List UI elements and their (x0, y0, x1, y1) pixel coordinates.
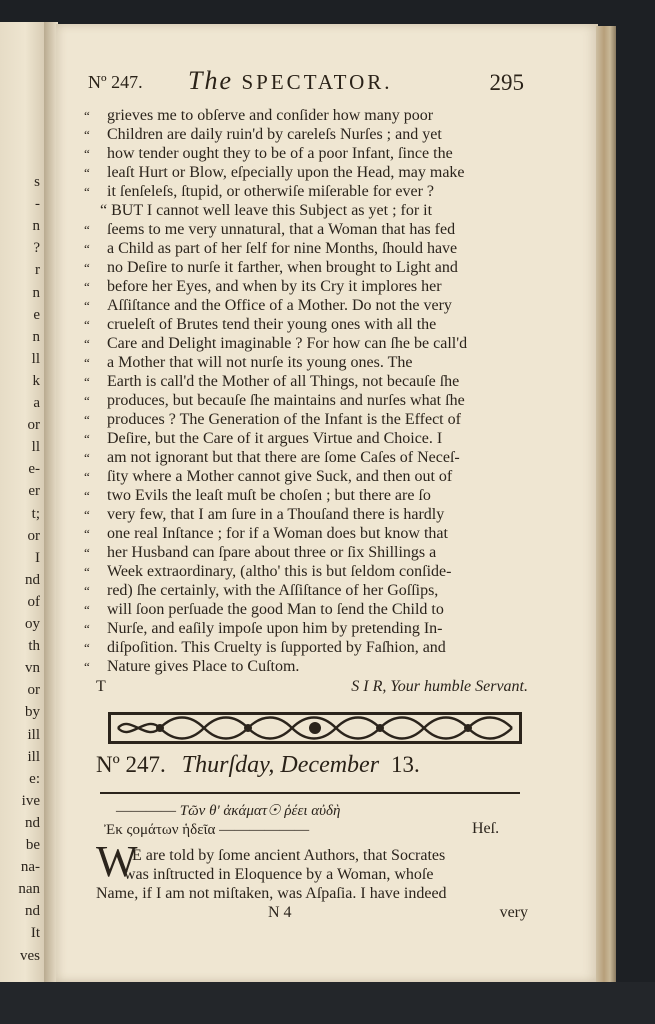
quote-mark: “ (84, 374, 90, 389)
left-page (0, 22, 46, 982)
line-text: it ſenſeleſs, ſtupid, or otherwiſe miſerable for ever ? (107, 183, 434, 200)
line-text: how tender ought they to be of a poor Infant, ſince the (107, 145, 453, 162)
line-text: no Deſire to nurſe it farther, when brought to Light and (107, 259, 458, 276)
quote-mark: “ (84, 640, 90, 655)
header-issue-number: Nº 247. (88, 72, 143, 92)
quote-mark: “ (84, 355, 90, 370)
line-text: Deſire, but the Care of it argues Virtue and Choice. I (107, 430, 443, 447)
left-page-fragment: ves (20, 947, 40, 964)
letter-body (84, 106, 528, 676)
issue-heading (96, 752, 516, 786)
left-page-fragment: ill (27, 748, 40, 765)
quote-mark: “ (84, 412, 90, 427)
text-line (84, 125, 528, 144)
article-line: E are told by ſome ancient Authors, that Socrates (132, 847, 446, 864)
book-binding (0, 982, 655, 1024)
heading-rule (100, 792, 520, 794)
left-page-fragment: oy (25, 616, 40, 632)
header-title (188, 66, 393, 96)
left-page-fragment: n (32, 218, 40, 235)
text-line (84, 410, 528, 429)
line-text: before her Eyes, and when by its Cry it implores her (107, 278, 442, 295)
line-text: produces ? The Generation of the Infant is the Effect of (107, 411, 461, 428)
quote-mark: “ (84, 108, 90, 123)
left-page-fragment: na- (20, 859, 40, 876)
left-page-fragment: ll (31, 439, 40, 456)
text-line (84, 220, 528, 239)
text-line (88, 201, 528, 220)
line-text: Care and Delight imaginable ? For how can ſhe be call'd (107, 335, 468, 352)
line-text: a Child as part of her ſelf for nine Months, ſhould have (107, 240, 458, 257)
text-line (84, 258, 528, 277)
line-text: am not ignorant but that there are ſome Caſes of Neceſ- (107, 449, 460, 466)
left-page-fragment: k (32, 372, 40, 389)
header-title-the: The (188, 66, 233, 95)
text-line (84, 353, 528, 372)
left-page-fragment: of (27, 593, 40, 610)
header-title-spectator: SPECTATOR. (241, 70, 393, 94)
quote-mark: “ (84, 450, 90, 465)
quote-mark: “ (84, 393, 90, 408)
text-line (84, 315, 528, 334)
quote-mark: “ (84, 545, 90, 560)
letter-signature (96, 678, 528, 700)
quote-mark: “ (84, 469, 90, 484)
motto-line-1 (116, 801, 340, 820)
quote-mark: “ (84, 526, 90, 541)
running-header (88, 66, 524, 102)
line-text: “ BUT I cannot well leave this Subject as yet ; for it (100, 202, 433, 219)
quote-mark: “ (84, 298, 90, 313)
left-page-fragment: ? (33, 240, 40, 257)
text-line (84, 486, 528, 505)
text-line (84, 448, 528, 467)
text-line (84, 562, 528, 581)
quote-mark: “ (84, 146, 90, 161)
issue-day: 13. (391, 752, 420, 777)
quote-mark: “ (84, 507, 90, 522)
quote-mark: “ (84, 583, 90, 598)
line-text: crueleſt of Brutes tend their young ones with all the (107, 316, 437, 333)
page-number: 295 (489, 70, 524, 95)
line-text: Nurſe, and eaſily impoſe upon him by pretending In- (107, 620, 443, 637)
left-page-fragment: or (27, 682, 40, 699)
text-line (84, 277, 528, 296)
quote-mark: “ (84, 317, 90, 332)
text-line (84, 600, 528, 619)
page-edge (596, 26, 616, 982)
left-page-fragment: e: (29, 770, 40, 787)
line-text: Children are daily ruin'd by careleſs Nurſes ; and yet (107, 126, 442, 143)
line-text: ſity where a Mother cannot give Suck, and then out of (107, 468, 453, 485)
article-body (96, 846, 530, 903)
line-text: two Evils the leaſt muſt be choſen ; but there are ſo (107, 487, 431, 504)
page-footer (96, 904, 528, 926)
motto-dash-2: —————— (219, 822, 310, 838)
left-page-fragment: I (35, 549, 40, 566)
left-page-fragment: t; (31, 505, 40, 522)
text-line (84, 429, 528, 448)
quote-mark: “ (84, 602, 90, 617)
quote-mark: “ (84, 241, 90, 256)
text-line (84, 334, 528, 353)
quote-mark: “ (84, 564, 90, 579)
left-page-fragment: by (25, 704, 40, 721)
line-text: produces, but becauſe ſhe maintains and nurſes what ſhe (107, 392, 465, 409)
left-page-fragment: a (33, 395, 40, 411)
signature-closing: S I R, Your humble Servant. (351, 678, 528, 695)
text-line (84, 163, 528, 182)
text-line (84, 505, 528, 524)
left-page-fragment: r (35, 262, 40, 279)
line-text: leaſt Hurt or Blow, eſpecially upon the Head, may make (107, 164, 465, 181)
left-page-fragment: nd (25, 814, 40, 831)
motto-dash: ———— (116, 803, 176, 819)
left-page-fragment: n (32, 328, 40, 345)
left-page-fragment: - (35, 196, 40, 213)
left-page-fragment: It (30, 925, 40, 942)
text-line (84, 182, 528, 201)
quote-mark: “ (84, 488, 90, 503)
drop-cap: W (96, 837, 138, 886)
left-page-fragment: be (25, 837, 40, 853)
text-line (84, 619, 528, 638)
text-line (84, 657, 528, 676)
text-line (84, 391, 528, 410)
left-page-fragment: ll (31, 350, 40, 367)
text-line (84, 581, 528, 600)
left-page-fragment: ill (27, 726, 40, 743)
quote-mark: “ (84, 279, 90, 294)
left-page-fragment: th (28, 638, 40, 655)
quote-mark: “ (84, 127, 90, 142)
left-page-fragment: nd (25, 903, 40, 920)
quote-mark: “ (84, 165, 90, 180)
line-text: a Mother that will not nurſe its young ones. The (107, 354, 413, 371)
left-page-fragment: n (32, 284, 40, 301)
quote-mark: “ (84, 621, 90, 636)
quote-mark: “ (84, 336, 90, 351)
text-line (84, 467, 528, 486)
line-text: grieves me to obſerve and conſider how many poor (107, 107, 434, 124)
left-page-fragment: e (33, 306, 40, 323)
issue-date: Thurſday, December (181, 752, 380, 778)
motto-source: Heſ. (472, 820, 500, 837)
text-line (84, 524, 528, 543)
issue-number: Nº 247. (96, 752, 166, 777)
quote-mark: “ (84, 184, 90, 199)
quote-mark: “ (84, 260, 90, 275)
left-page-fragment: s (34, 174, 40, 190)
line-text: will ſoon perſuade the good Man to ſend the Child to (107, 601, 444, 618)
motto-greek-2: Ἐκ ςομάτων ἡδεῖα (104, 822, 216, 838)
article-line: Name, if I am not miſtaken, was Aſpaſia. I have indeed (96, 885, 447, 902)
left-page-fragment: or (27, 527, 40, 544)
text-line (84, 144, 528, 163)
line-text: Earth is call'd the Mother of all Things, not becauſe ſhe (107, 373, 460, 390)
line-text: red) ſhe certainly, with the Aſſiſtance of her Goſſips, (107, 582, 439, 599)
left-page-fragment: er (28, 483, 40, 500)
catchword: very (499, 904, 528, 921)
line-text: diſpoſition. This Cruelty is ſupported by Faſhion, and (107, 639, 446, 656)
text-line (84, 372, 528, 391)
line-text: ſeems to me very unnatural, that a Woman that has fed (107, 221, 456, 238)
text-line (84, 296, 528, 315)
quote-mark: “ (84, 222, 90, 237)
text-line (84, 638, 528, 657)
left-page-fragment: nan (18, 881, 40, 898)
line-text: her Husband can ſpare about three or ſix Shillings a (107, 544, 437, 561)
left-page-fragment: ive (21, 792, 40, 809)
text-line (84, 543, 528, 562)
text-line (84, 239, 528, 258)
text-line (84, 106, 528, 125)
ornament-band-icon (108, 710, 522, 746)
article-line: was inſtructed in Eloquence by a Woman, whoſe (124, 866, 434, 883)
left-page-fragment: vn (25, 660, 40, 677)
line-text: very few, that I am ſure in a Thouſand there is hardly (107, 506, 445, 523)
signature-mark: N 4 (268, 904, 292, 921)
quote-mark: “ (84, 431, 90, 446)
signature-initial: T (96, 678, 106, 695)
left-page-fragment: e- (28, 461, 40, 478)
line-text: Nature gives Place to Cuſtom. (107, 658, 300, 675)
left-page-fragment: or (27, 417, 40, 434)
line-text: Aſſiſtance and the Office of a Mother. Do not the very (107, 297, 452, 314)
line-text: one real Inſtance ; for if a Woman does but know that (107, 525, 448, 542)
left-page-fragment: nd (25, 571, 40, 588)
quote-mark: “ (84, 659, 90, 674)
line-text: Week extraordinary, (altho' this is but ſeldom conſide- (107, 563, 452, 580)
motto-greek-1: Τῶν θ' ἀκάματ☉ ῥέει αὐδὴ (179, 803, 341, 819)
